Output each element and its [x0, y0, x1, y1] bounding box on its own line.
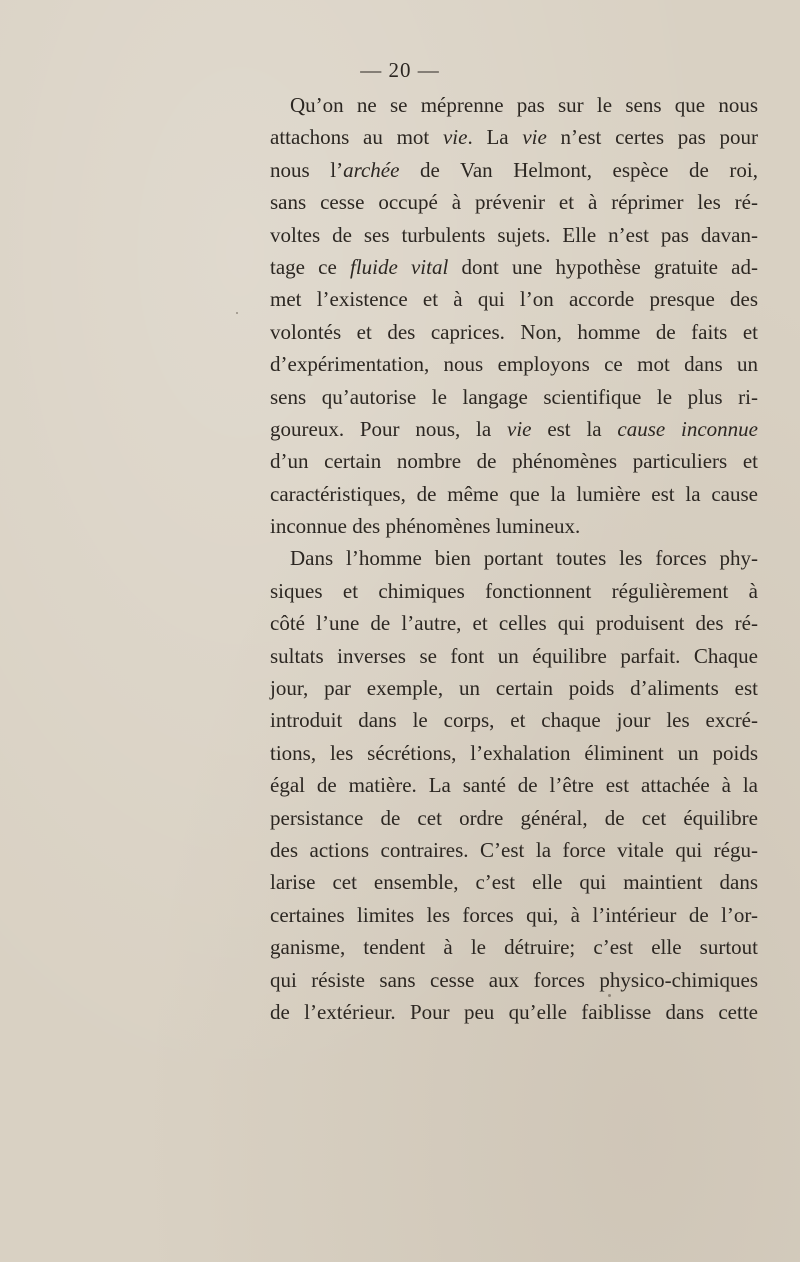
- text-line: [270, 186, 758, 218]
- text-segment: introduit dans le corps, et chaque jour les excré-: [270, 708, 758, 733]
- text-segment: sultats inverses se font un équilibre parfait. Chaque: [270, 643, 758, 668]
- text-segment: siques et chimiques fonctionnent régulièrement à: [270, 578, 758, 603]
- text-segment: nous l’: [270, 157, 344, 182]
- text-line: [270, 704, 758, 736]
- text-segment: certaines limites les forces qui, à l’intérieur de l’or-: [270, 902, 758, 927]
- text-line: [270, 607, 758, 639]
- text-segment: qui résiste sans cesse aux forces physico-chimiques: [270, 967, 758, 992]
- italic-text: fluide vital: [349, 254, 449, 279]
- text-line: [270, 802, 758, 834]
- text-line: [270, 672, 758, 704]
- text-segment: jour, par exemple, un certain poids d’aliments est: [270, 676, 758, 701]
- text-segment: égal de matière. La santé de l’être est attachée à la: [270, 773, 758, 798]
- italic-text: archée: [343, 157, 400, 182]
- text-line: [270, 834, 758, 866]
- text-segment: caractéristiques, de même que la lumière est la cause: [270, 481, 758, 506]
- text-line: [270, 899, 758, 931]
- text-line: [270, 996, 758, 1028]
- text-segment: larise cet ensemble, c’est elle qui maintient dans: [270, 870, 758, 895]
- paper-speck: [608, 994, 611, 997]
- text-line: [270, 542, 758, 574]
- text-line: [270, 931, 758, 963]
- text-segment: de Van Helmont, espèce de roi,: [399, 157, 758, 182]
- text-segment: n’est certes pas pour: [546, 125, 758, 150]
- text-segment: sens qu’autorise le langage scientifique le plus ri-: [270, 384, 758, 409]
- text-line: [270, 283, 758, 315]
- text-segment: d’expérimentation, nous employons ce mot dans un: [270, 352, 758, 377]
- text-segment: inconnue des phénomènes lumineux.: [270, 514, 581, 539]
- text-line: [270, 575, 758, 607]
- text-line: [270, 154, 758, 186]
- text-segment: attachons au mot: [270, 125, 443, 150]
- text-line: [270, 121, 758, 153]
- text-segment: Dans l’homme bien portant toutes les forces phy-: [290, 546, 758, 571]
- text-line: [270, 510, 758, 542]
- text-line: [270, 381, 758, 413]
- text-segment: sans cesse occupé à prévenir et à réprimer les ré-: [270, 190, 758, 215]
- text-line: [270, 769, 758, 801]
- text-segment: des actions contraires. C’est la force vitale qui régu-: [270, 837, 758, 862]
- text-line: [270, 316, 758, 348]
- text-segment: . La: [467, 125, 523, 150]
- page-number: — 20 —: [360, 58, 440, 82]
- text-segment: ganisme, tendent à le détruire; c’est elle surtout: [270, 935, 758, 960]
- text-segment: voltes de ses turbulents sujets. Elle n’est pas davan-: [270, 222, 758, 247]
- paper-speck: [236, 312, 238, 314]
- text-line: [270, 348, 758, 380]
- text-segment: est la: [531, 416, 618, 441]
- text-line: [270, 640, 758, 672]
- text-line: [270, 89, 758, 121]
- text-line: [270, 964, 758, 996]
- text-line: [270, 478, 758, 510]
- text-segment: volontés et des caprices. Non, homme de faits et: [270, 319, 758, 344]
- text-line: [270, 866, 758, 898]
- text-segment: tions, les sécrétions, l’exhalation éliminent un poids: [270, 740, 758, 765]
- text-segment: dont une hypothèse gratuite ad-: [448, 254, 758, 279]
- italic-text: cause inconnue: [617, 416, 758, 441]
- text-segment: de l’extérieur. Pour peu qu’elle faiblisse dans cette: [270, 999, 758, 1024]
- italic-text: vie: [442, 125, 468, 150]
- text-segment: persistance de cet ordre général, de cet équilibre: [270, 805, 758, 830]
- text-line: [270, 737, 758, 769]
- italic-text: vie: [522, 125, 547, 150]
- text-segment: Qu’on ne se méprenne pas sur le sens que nous: [290, 93, 758, 117]
- text-segment: tage ce: [270, 254, 350, 279]
- text-line: [270, 251, 758, 283]
- text-segment: goureux. Pour nous, la: [270, 416, 508, 441]
- text-segment: d’un certain nombre de phénomènes particuliers et: [270, 449, 758, 474]
- body-text: [270, 89, 758, 1028]
- text-line: [270, 413, 758, 445]
- text-line: [270, 219, 758, 251]
- italic-text: vie: [507, 416, 532, 441]
- text-segment: côté l’une de l’autre, et celles qui produisent des ré-: [270, 611, 758, 636]
- text-line: [270, 445, 758, 477]
- text-segment: met l’existence et à qui l’on accorde presque des: [270, 287, 758, 312]
